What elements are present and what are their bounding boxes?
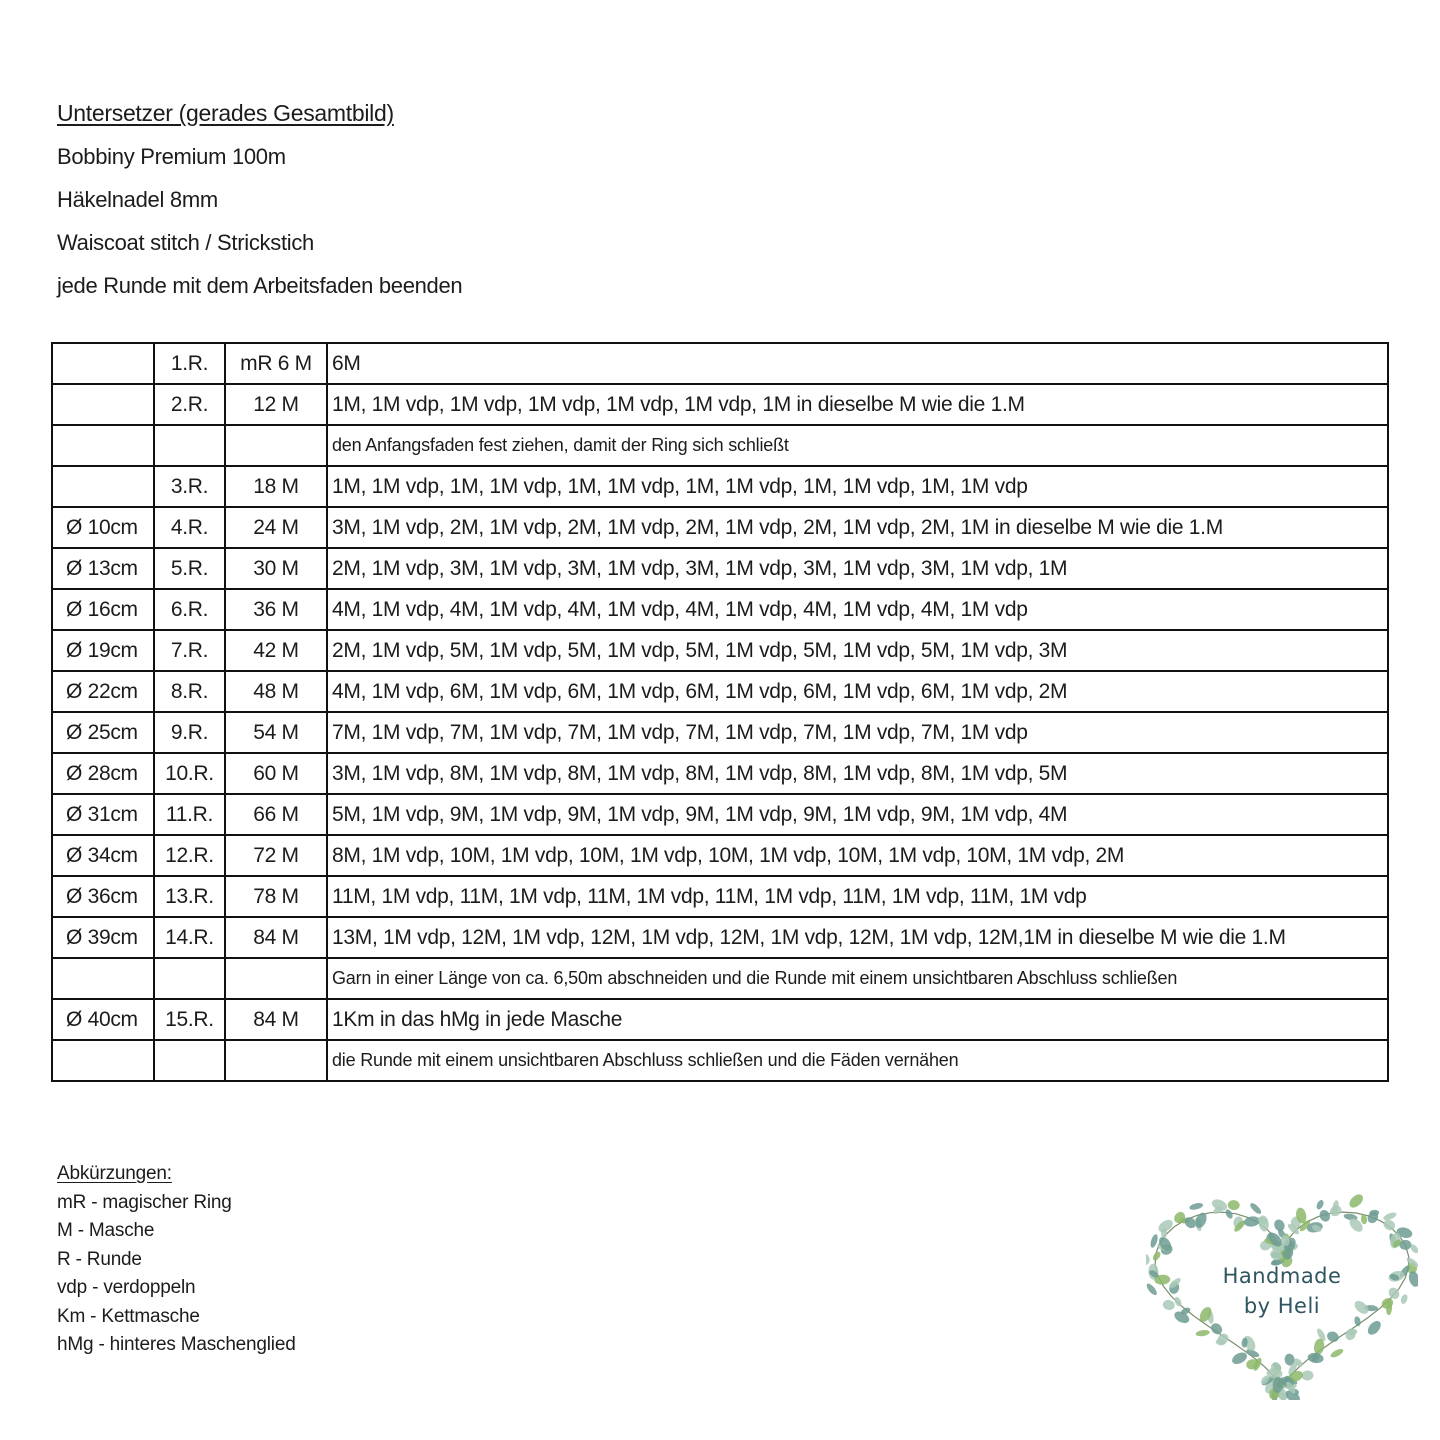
- round-cell: 6.R.: [154, 589, 225, 630]
- size-cell: [52, 343, 154, 384]
- table-note-row: [52, 958, 1388, 999]
- size-cell: Ø 31cm: [52, 794, 154, 835]
- eucalyptus-leaf: [1315, 1199, 1325, 1211]
- eucalyptus-leaf: [1382, 1218, 1397, 1233]
- size-cell: [52, 384, 154, 425]
- abbreviation-item: Km - Kettmasche: [57, 1305, 200, 1327]
- instruction-cell: 2M, 1M vdp, 5M, 1M vdp, 5M, 1M vdp, 5M, 1M vdp, 5M, 1M vdp, 5M, 1M vdp, 3M: [327, 630, 1388, 671]
- eucalyptus-leaf: [1227, 1199, 1240, 1210]
- table-row: [52, 384, 1388, 425]
- stitch-count-cell: 42 M: [225, 630, 327, 671]
- size-cell: [52, 425, 154, 466]
- round-cell: 14.R.: [154, 917, 225, 958]
- round-cell: 13.R.: [154, 876, 225, 917]
- size-cell: [52, 958, 154, 999]
- abbreviation-item: hMg - hinteres Maschenglied: [57, 1334, 296, 1355]
- eucalyptus-leaf: [1249, 1201, 1263, 1215]
- round-cell: [154, 958, 225, 999]
- size-cell: Ø 28cm: [52, 753, 154, 794]
- abbreviations: [57, 1160, 296, 1360]
- instruction-cell: Garn in einer Länge von ca. 6,50m abschneiden und die Runde mit einem unsichtbaren Abschluss schließen: [327, 958, 1388, 999]
- stitch-count-cell: 18 M: [225, 466, 327, 507]
- stitch-info: Waiscoat stitch / Strickstich: [57, 230, 314, 255]
- instruction-cell: 4M, 1M vdp, 4M, 1M vdp, 4M, 1M vdp, 4M, 1M vdp, 4M, 1M vdp, 4M, 1M vdp: [327, 589, 1388, 630]
- table-row: [52, 671, 1388, 712]
- stitch-count-cell: [225, 958, 327, 999]
- handmade-by-heli-logo: [1146, 1168, 1418, 1400]
- instruction-cell: 2M, 1M vdp, 3M, 1M vdp, 3M, 1M vdp, 3M, 1M vdp, 3M, 1M vdp, 3M, 1M vdp, 1M: [327, 548, 1388, 589]
- size-cell: Ø 19cm: [52, 630, 154, 671]
- eucalyptus-leaf: [1347, 1192, 1366, 1210]
- eucalyptus-leaf: [1365, 1318, 1383, 1337]
- stitch-count-cell: 12 M: [225, 384, 327, 425]
- table-row: [52, 835, 1388, 876]
- round-note: jede Runde mit dem Arbeitsfaden beenden: [57, 273, 463, 298]
- size-cell: [52, 466, 154, 507]
- round-cell: 10.R.: [154, 753, 225, 794]
- eucalyptus-leaf: [1329, 1347, 1344, 1359]
- abbreviation-item: R - Runde: [57, 1248, 142, 1270]
- round-cell: [154, 1040, 225, 1081]
- table-row: [52, 753, 1388, 794]
- yarn-info: Bobbiny Premium 100m: [57, 144, 286, 169]
- round-cell: 11.R.: [154, 794, 225, 835]
- round-cell: 9.R.: [154, 712, 225, 753]
- stitch-count-cell: 84 M: [225, 999, 327, 1040]
- eucalyptus-leaf: [1344, 1327, 1358, 1342]
- round-cell: 2.R.: [154, 384, 225, 425]
- size-cell: [52, 1040, 154, 1081]
- instruction-cell: 1M, 1M vdp, 1M vdp, 1M vdp, 1M vdp, 1M vdp, 1M in dieselbe M wie die 1.M: [327, 384, 1388, 425]
- stitch-count-cell: 54 M: [225, 712, 327, 753]
- abbreviations-title: Abkürzungen:: [57, 1163, 172, 1184]
- pattern-title: Untersetzer (gerades Gesamtbild): [57, 100, 394, 126]
- instruction-cell: 3M, 1M vdp, 2M, 1M vdp, 2M, 1M vdp, 2M, 1M vdp, 2M, 1M vdp, 2M, 1M in dieselbe M wie die 1.M: [327, 507, 1388, 548]
- abbreviation-item: vdp - verdoppeln: [57, 1277, 196, 1298]
- size-cell: Ø 39cm: [52, 917, 154, 958]
- size-cell: Ø 40cm: [52, 999, 154, 1040]
- table-row: [52, 917, 1388, 958]
- size-cell: Ø 22cm: [52, 671, 154, 712]
- round-cell: 3.R.: [154, 466, 225, 507]
- instruction-cell: 3M, 1M vdp, 8M, 1M vdp, 8M, 1M vdp, 8M, 1M vdp, 8M, 1M vdp, 8M, 1M vdp, 5M: [327, 753, 1388, 794]
- round-cell: 1.R.: [154, 343, 225, 384]
- instruction-cell: 1Km in das hMg in jede Masche: [327, 999, 1388, 1040]
- logo-text-line1: Handmade: [1222, 1264, 1342, 1288]
- table-row: [52, 548, 1388, 589]
- hook-info: Häkelnadel 8mm: [57, 187, 218, 212]
- instruction-cell: den Anfangsfaden fest ziehen, damit der Ring sich schließt: [327, 425, 1388, 466]
- instruction-cell: 13M, 1M vdp, 12M, 1M vdp, 12M, 1M vdp, 12M, 1M vdp, 12M, 1M vdp, 12M,1M in dieselbe M wie die 1.M: [327, 917, 1388, 958]
- abbreviation-item: mR - magischer Ring: [57, 1191, 232, 1213]
- stitch-count-cell: 72 M: [225, 835, 327, 876]
- size-cell: Ø 16cm: [52, 589, 154, 630]
- table-row: [52, 876, 1388, 917]
- stitch-count-cell: 66 M: [225, 794, 327, 835]
- size-cell: Ø 36cm: [52, 876, 154, 917]
- instruction-cell: die Runde mit einem unsichtbaren Abschluss schließen und die Fäden vernähen: [327, 1040, 1388, 1081]
- round-cell: 5.R.: [154, 548, 225, 589]
- eucalyptus-leaf: [1195, 1329, 1210, 1337]
- stitch-count-cell: 78 M: [225, 876, 327, 917]
- round-cell: 12.R.: [154, 835, 225, 876]
- instruction-cell: 8M, 1M vdp, 10M, 1M vdp, 10M, 1M vdp, 10M, 1M vdp, 10M, 1M vdp, 10M, 1M vdp, 2M: [327, 835, 1388, 876]
- instruction-cell: 6M: [327, 343, 1388, 384]
- table-note-row: [52, 425, 1388, 466]
- round-cell: 8.R.: [154, 671, 225, 712]
- table-row: [52, 794, 1388, 835]
- pattern-table-body: [52, 343, 1388, 1081]
- table-row: [52, 589, 1388, 630]
- logo-text-line2: by Heli: [1243, 1294, 1321, 1318]
- eucalyptus-leaf: [1189, 1202, 1204, 1211]
- stitch-count-cell: 36 M: [225, 589, 327, 630]
- table-row: [52, 712, 1388, 753]
- eucalyptus-leaf: [1325, 1330, 1340, 1344]
- instruction-cell: 7M, 1M vdp, 7M, 1M vdp, 7M, 1M vdp, 7M, 1M vdp, 7M, 1M vdp, 7M, 1M vdp: [327, 712, 1388, 753]
- size-cell: Ø 13cm: [52, 548, 154, 589]
- pattern-header: [57, 92, 462, 307]
- table-row: [52, 466, 1388, 507]
- round-cell: 7.R.: [154, 630, 225, 671]
- instruction-cell: 4M, 1M vdp, 6M, 1M vdp, 6M, 1M vdp, 6M, 1M vdp, 6M, 1M vdp, 6M, 1M vdp, 2M: [327, 671, 1388, 712]
- stitch-count-cell: mR 6 M: [225, 343, 327, 384]
- eucalyptus-leaf: [1272, 1218, 1286, 1233]
- round-cell: [154, 425, 225, 466]
- stitch-count-cell: [225, 425, 327, 466]
- instruction-cell: 5M, 1M vdp, 9M, 1M vdp, 9M, 1M vdp, 9M, 1M vdp, 9M, 1M vdp, 9M, 1M vdp, 4M: [327, 794, 1388, 835]
- table-row: [52, 630, 1388, 671]
- eucalyptus-leaf: [1318, 1208, 1332, 1223]
- abbreviation-item: M - Masche: [57, 1220, 155, 1241]
- table-note-row: [52, 1040, 1388, 1081]
- stitch-count-cell: 48 M: [225, 671, 327, 712]
- stitch-count-cell: [225, 1040, 327, 1081]
- stitch-count-cell: 30 M: [225, 548, 327, 589]
- table-row: [52, 999, 1388, 1040]
- size-cell: Ø 25cm: [52, 712, 154, 753]
- size-cell: Ø 10cm: [52, 507, 154, 548]
- table-row: [52, 343, 1388, 384]
- size-cell: Ø 34cm: [52, 835, 154, 876]
- stitch-count-cell: 84 M: [225, 917, 327, 958]
- table-row: [52, 507, 1388, 548]
- stitch-count-cell: 60 M: [225, 753, 327, 794]
- instruction-cell: 1M, 1M vdp, 1M, 1M vdp, 1M, 1M vdp, 1M, 1M vdp, 1M, 1M vdp, 1M, 1M vdp: [327, 466, 1388, 507]
- pattern-table: [51, 342, 1389, 1082]
- stitch-count-cell: 24 M: [225, 507, 327, 548]
- instruction-cell: 11M, 1M vdp, 11M, 1M vdp, 11M, 1M vdp, 11M, 1M vdp, 11M, 1M vdp, 11M, 1M vdp: [327, 876, 1388, 917]
- round-cell: 4.R.: [154, 507, 225, 548]
- round-cell: 15.R.: [154, 999, 225, 1040]
